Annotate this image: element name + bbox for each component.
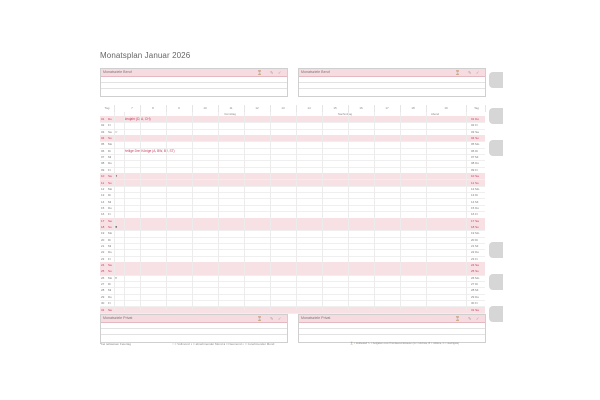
hour-15: 15 <box>322 105 349 112</box>
binder-tab[interactable] <box>489 274 503 290</box>
day-number: 28 <box>101 288 105 293</box>
day-number: 02 <box>101 123 105 128</box>
weekday-name: So <box>108 180 112 185</box>
hour-10: 10 <box>192 105 219 112</box>
weekday-name: Fr <box>108 212 111 217</box>
day-number: 12 <box>101 186 105 191</box>
day-header: Tag <box>100 105 115 112</box>
hour-9: 9 <box>166 105 193 112</box>
day-number: 08 <box>101 161 105 166</box>
day-label-right: 27 Di <box>471 282 479 287</box>
hourglass-icon: ⌛ <box>257 316 262 321</box>
moon-legend: ○ = Vollmond ◑ = abnehmender Mond ● = Neumond ◐ = zunehmender Mond <box>172 342 275 346</box>
grid-line <box>192 112 193 310</box>
day-label-right: 13 Di <box>471 193 479 198</box>
day-label-right: 23 Fr <box>471 256 479 261</box>
hour-12: 12 <box>244 105 271 112</box>
goals-label: Monatsziele Privat <box>301 316 331 320</box>
day-label-right: 24 Sa <box>471 263 479 268</box>
pencil-icon: ✎ <box>270 316 274 321</box>
hour-19: 19 <box>426 105 467 112</box>
event-text[interactable]: Heilige Drei Könige (A, BW, BY, ST) <box>124 148 175 153</box>
day-label-right: 18 So <box>471 224 479 229</box>
check-icon: ✓ <box>476 70 480 75</box>
day-label-right: 15 Do <box>471 205 480 210</box>
hour-17: 17 <box>374 105 401 112</box>
day-label-right: 08 Do <box>471 161 480 166</box>
day-number: 25 <box>101 269 105 274</box>
weekday-name: Sa <box>108 307 112 312</box>
day-label-right: 03 Sa <box>471 129 479 134</box>
day-number: 15 <box>101 205 105 210</box>
check-icon: ✓ <box>278 70 282 75</box>
day-label-right: 21 Mi <box>471 244 479 248</box>
day-number: 14 <box>101 199 105 204</box>
moon-phase-icon: ○ <box>115 128 118 134</box>
day-number: 27 <box>101 282 105 287</box>
day-label-right: 31 Sa <box>471 307 479 312</box>
grid-line <box>374 112 375 310</box>
hour-7: 7 <box>124 105 141 112</box>
grid-line <box>140 112 141 310</box>
hour-8: 8 <box>140 105 167 112</box>
day-label-right: 20 Di <box>471 237 479 242</box>
day-label-right: 14 Mi <box>471 199 479 204</box>
day-label-right: 10 Sa <box>471 174 479 179</box>
weekday-name: Mi <box>108 288 112 293</box>
weekday-name: So <box>108 224 112 229</box>
grid-line <box>400 112 401 310</box>
grid-line <box>466 112 467 310</box>
binder-tab[interactable] <box>489 242 503 258</box>
day-number: 22 <box>101 250 105 255</box>
month-calendar <box>100 105 485 310</box>
day-number: 04 <box>101 136 105 141</box>
day-number: 06 <box>101 148 105 153</box>
weekday-name: Fr <box>108 256 111 261</box>
binder-tab[interactable] <box>489 306 503 322</box>
day-label-right: 06 Di <box>471 148 479 153</box>
day-label-right: 16 Fr <box>471 212 479 217</box>
weekday-name: Do <box>108 294 112 299</box>
pencil-icon: ✎ <box>468 70 472 75</box>
hour-18: 18 <box>400 105 427 112</box>
goals-label: Monatsziele Beruf <box>301 70 330 74</box>
weekday-name: Fr <box>108 301 111 306</box>
day-label-right: 04 So <box>471 136 479 141</box>
holiday-note: *bei teilweisen Feiertag <box>100 342 132 346</box>
hourglass-icon: ⌛ <box>257 70 262 75</box>
weekday-name: Mi <box>108 244 112 248</box>
binder-tab[interactable] <box>489 140 503 156</box>
section-evening: Abend <box>430 112 440 116</box>
event-text[interactable]: Neujahr (D, A, CH) <box>124 117 151 121</box>
moon-phase-icon: ◑ <box>115 173 118 179</box>
day-label-right: 12 Mo <box>471 186 480 191</box>
weekday-name: So <box>108 136 112 141</box>
weekday-name: Do <box>108 161 112 166</box>
grid-line <box>270 112 271 310</box>
grid-line <box>218 112 219 310</box>
binder-tab[interactable] <box>489 72 503 88</box>
moon-phase-icon: ◐ <box>115 274 118 280</box>
day-number: 21 <box>101 244 105 248</box>
hourglass-icon: ⌛ <box>455 70 460 75</box>
grid-line <box>348 112 349 310</box>
day-number: 07 <box>101 155 105 160</box>
weekday-name: Do <box>108 250 112 255</box>
day-label-right: 29 Do <box>471 294 480 299</box>
day-label-right: 11 So <box>471 180 479 185</box>
day-number: 16 <box>101 212 105 217</box>
day-label-right: 09 Fr <box>471 167 479 172</box>
check-icon: ✓ <box>476 316 480 321</box>
day-number: 01 <box>101 117 105 121</box>
day-label-right: 17 Sa <box>471 218 479 223</box>
grid-line <box>296 112 297 310</box>
goals-label: Monatsziele Beruf <box>103 70 132 74</box>
goals-private-bottom-right[interactable] <box>298 314 486 343</box>
grid-line <box>166 112 167 310</box>
weekday-name: Di <box>108 193 111 198</box>
day-number: 13 <box>101 193 105 198</box>
day-number: 10 <box>101 174 105 179</box>
day-row[interactable] <box>100 307 485 314</box>
day-number: 31 <box>101 307 105 312</box>
weekday-name: Fr <box>108 167 111 172</box>
day-number: 18 <box>101 224 105 229</box>
day-number: 20 <box>101 237 105 242</box>
day-label-right: 22 Do <box>471 250 480 255</box>
pencil-icon: ✎ <box>468 316 472 321</box>
hour-11: 11 <box>218 105 245 112</box>
section-morning: Vormittag <box>224 112 236 116</box>
weekday-name: Mi <box>108 155 112 160</box>
weekday-name: Do <box>108 205 112 210</box>
pencil-icon: ✎ <box>270 70 274 75</box>
weekday-name: Di <box>108 237 111 242</box>
page-title: Monatsplan Januar 2026 <box>100 51 191 60</box>
day-label-right: 05 Mo <box>471 142 480 147</box>
day-label-right: 02 Fr <box>471 123 479 128</box>
icon-legend: ⌛ = Zeitbedarf ✎ = Aufgaben zum Priorisieren/dosieren (A = höchste, B = mittlere, C = niedrigste) <box>350 342 459 345</box>
hour-16: 16 <box>348 105 375 112</box>
day-number: 30 <box>101 301 105 306</box>
weekday-name: Mo <box>108 186 113 191</box>
grid-line <box>244 112 245 310</box>
weekday-name: Sa <box>108 218 112 223</box>
weekday-name: Sa <box>108 174 112 179</box>
weekday-name: So <box>108 269 112 274</box>
moon-phase-icon: ● <box>115 223 118 229</box>
binder-tab[interactable] <box>489 108 503 124</box>
day-number: 17 <box>101 218 105 223</box>
hour-14: 14 <box>296 105 323 112</box>
day-header-right: Tag <box>468 105 486 112</box>
day-number: 19 <box>101 231 105 236</box>
calendar-header <box>100 105 485 112</box>
goals-work-top-right[interactable] <box>298 68 486 97</box>
day-label-right: 28 Mi <box>471 288 479 293</box>
weekday-name: Fr <box>108 123 111 128</box>
day-number: 05 <box>101 142 105 147</box>
weekday-name: Mo <box>108 142 113 147</box>
weekday-name: Di <box>108 282 111 287</box>
day-label-right: 01 Do <box>471 117 480 121</box>
day-number: 29 <box>101 294 105 299</box>
hour-13: 13 <box>270 105 297 112</box>
hourglass-icon: ⌛ <box>455 316 460 321</box>
weekday-name: Mo <box>108 275 113 280</box>
grid-line <box>322 112 323 310</box>
grid-line <box>114 112 118 310</box>
day-number: 03 <box>101 129 105 134</box>
day-number: 24 <box>101 263 105 268</box>
grid-line <box>124 112 125 310</box>
day-label-right: 30 Fr <box>471 301 479 306</box>
weekday-name: Mi <box>108 199 112 204</box>
grid-line <box>426 112 427 310</box>
weekday-name: Di <box>108 148 111 153</box>
goals-private-bottom-left[interactable] <box>100 314 288 343</box>
section-afternoon: Nachmittag <box>337 112 353 116</box>
day-label-right: 07 Mi <box>471 155 479 160</box>
day-label-right: 25 So <box>471 269 479 274</box>
day-number: 26 <box>101 275 105 280</box>
day-number: 09 <box>101 167 105 172</box>
day-number: 11 <box>101 180 105 185</box>
weekday-name: Sa <box>108 263 112 268</box>
check-icon: ✓ <box>278 316 282 321</box>
weekday-name: Mo <box>108 231 113 236</box>
goals-work-top-left[interactable] <box>100 68 288 97</box>
day-label-right: 19 Mo <box>471 231 480 236</box>
goals-label: Monatsziele Privat <box>103 316 133 320</box>
day-label-right: 26 Mo <box>471 275 480 280</box>
day-number: 23 <box>101 256 105 261</box>
weekday-name: Sa <box>108 129 112 134</box>
weekday-name: Do <box>108 117 112 121</box>
